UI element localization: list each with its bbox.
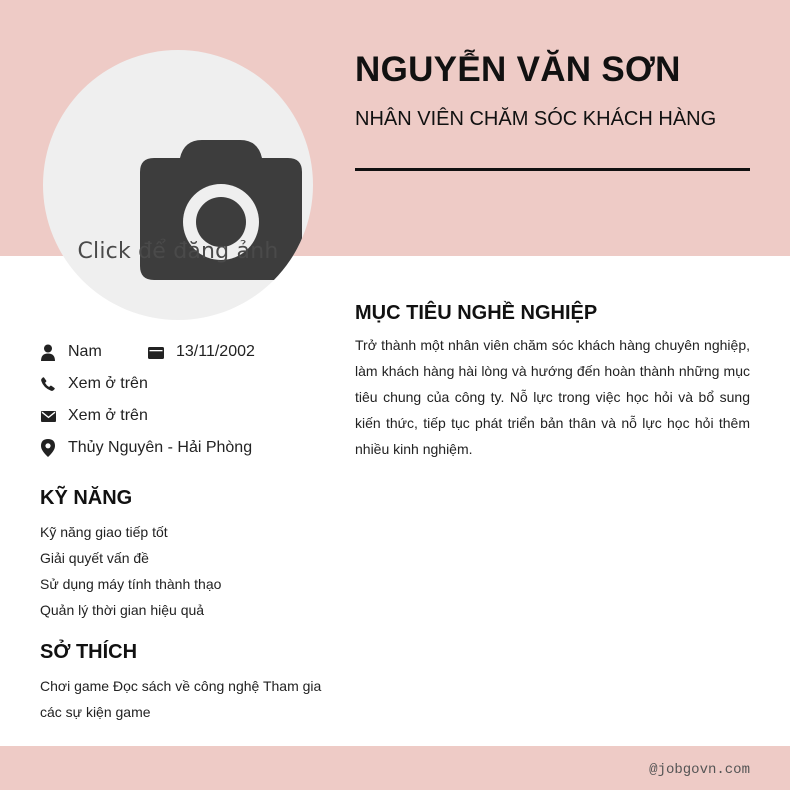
birthdate-row: [148, 343, 255, 361]
skills-list: [40, 519, 221, 623]
birthdate-value: 13/11/2002: [176, 343, 255, 360]
hobbies-text: [40, 673, 321, 725]
job-title: NHÂN VIÊN CHĂM SÓC KHÁCH HÀNG: [355, 108, 717, 130]
upload-photo-label: Click để đăng ảnh: [77, 239, 279, 264]
mail-icon: [40, 407, 56, 425]
hobbies-line: các sự kiện game: [40, 704, 151, 720]
map-pin-icon: [40, 439, 56, 457]
candidate-name: NGUYỄN VĂN SƠN: [355, 50, 681, 89]
skill-item: Quản lý thời gian hiệu quả: [40, 602, 205, 618]
footer-credit: @jobgovn.com: [649, 762, 750, 778]
title-divider: [355, 168, 750, 171]
hobbies-line: Chơi game Đọc sách về công nghệ Tham gia: [40, 678, 322, 694]
address-row: [40, 439, 252, 457]
objective-heading: MỤC TIÊU NGHỀ NGHIỆP: [355, 302, 598, 324]
skills-heading: KỸ NĂNG: [40, 487, 133, 509]
objective-text: Trở thành một nhân viên chăm sóc khách hàng chuyên nghiệp, làm khách hàng hài lòng và hướng đến hoàn thành những mục tiêu chung của công ty. Nỗ lực trong việc học hỏi và bổ sung kiến thức, tiếp tục phát triển bản thân và nỗ lực học hỏi thêm nhiều kinh nghiệm.: [355, 337, 750, 457]
email-value: Xem ở trên: [68, 407, 148, 424]
phone-row: [40, 375, 148, 393]
gender-row: [40, 343, 102, 361]
hobbies-heading: SỞ THÍCH: [40, 641, 138, 663]
email-row: [40, 407, 148, 425]
skill-item: Kỹ năng giao tiếp tốt: [40, 524, 168, 540]
skill-item: Giải quyết vấn đề: [40, 550, 149, 566]
skill-item: Sử dụng máy tính thành thạo: [40, 576, 222, 592]
photo-upload[interactable]: [43, 50, 313, 320]
calendar-icon: [148, 343, 164, 361]
phone-value: Xem ở trên: [68, 375, 148, 392]
phone-icon: [40, 375, 56, 393]
address-value: Thủy Nguyên - Hải Phòng: [68, 439, 253, 456]
gender-value: Nam: [68, 343, 102, 360]
person-icon: [40, 343, 56, 361]
footer-band: [0, 746, 790, 790]
